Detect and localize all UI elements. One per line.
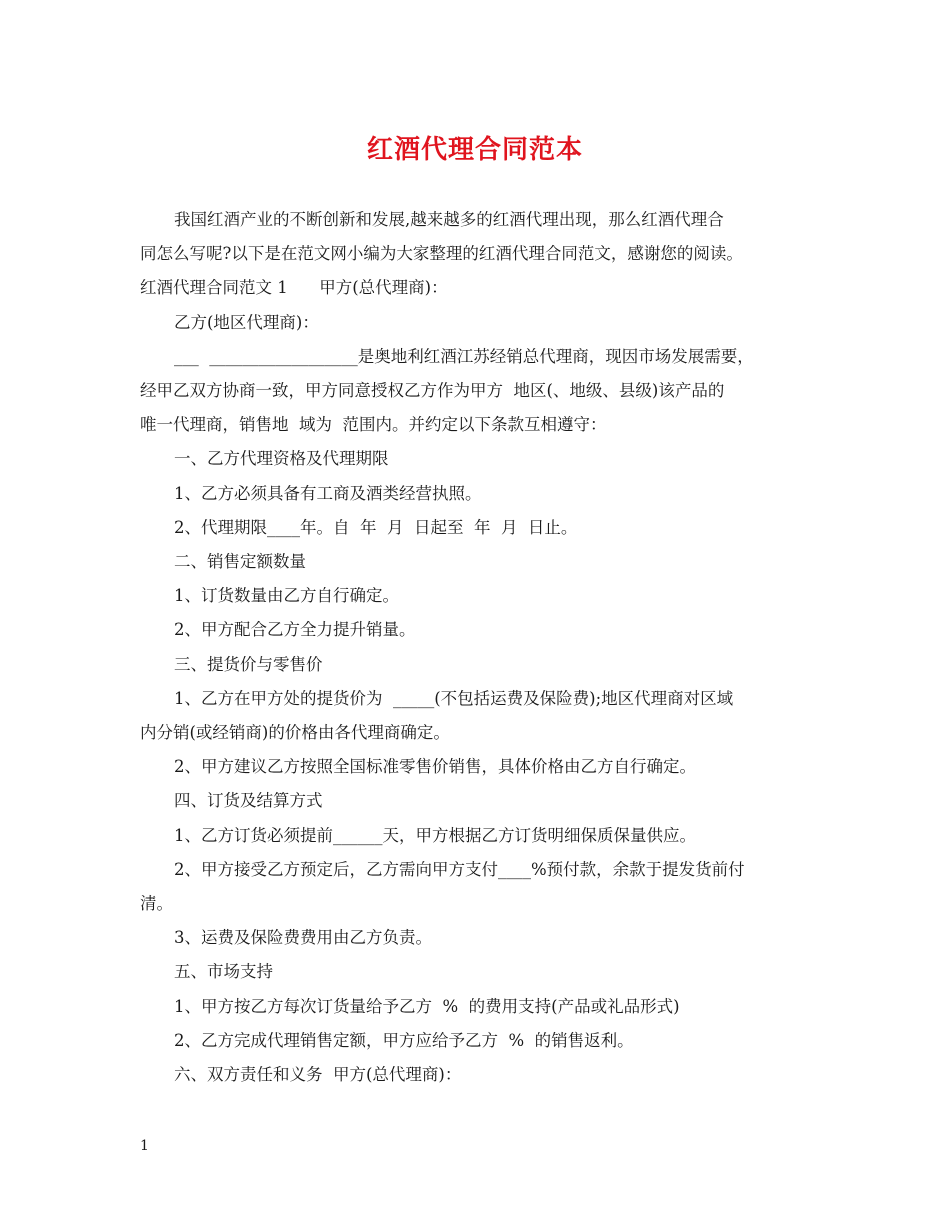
paragraph-line: 同怎么写呢?以下是在范文网小编为大家整理的红酒代理合同范文，感谢您的阅读。 (140, 244, 743, 264)
paragraph-line: 乙方(地区代理商)： (174, 312, 319, 332)
paragraph-line: ___ __________________是奥地利红酒江苏经销总代理商，现因市场发展需要， (174, 346, 754, 366)
section-heading: 六、双方责任和义务 甲方(总代理商)： (174, 1065, 462, 1085)
paragraph-line: 我国红酒产业的不断创新和发展,越来越多的红酒代理出现，那么红酒代理合 (174, 210, 724, 229)
clause-line: 3、运费及保险费费用由乙方负责。 (174, 928, 432, 948)
clause-line: 1、乙方订货必须提前______天，甲方根据乙方订货明细保质保量供应。 (174, 825, 696, 845)
document-title: 红酒代理合同范本 (366, 135, 583, 165)
document-body (140, 203, 815, 1092)
clause-line: 内分销(或经销商)的价格由各代理商确定。 (140, 723, 450, 743)
page-number: 1 (140, 1138, 149, 1154)
paragraph-line: 唯一代理商，销售地 域为 范围内。并约定以下条款互相遵守： (140, 415, 607, 435)
clause-line: 2、乙方完成代理销售定额，甲方应给予乙方 % 的销售返利。 (174, 1030, 634, 1050)
clause-line: 2、甲方配合乙方全力提升销量。 (174, 620, 416, 640)
clause-line: 2、甲方接受乙方预定后，乙方需向甲方支付____%预付款，余款于提发货前付 (174, 859, 745, 879)
section-heading: 二、销售定额数量 (174, 552, 306, 572)
paragraph-line: 经甲乙双方协商一致，甲方同意授权乙方作为甲方 地区(、地级、县级)该产品的 (140, 381, 725, 401)
section-heading: 三、提货价与零售价 (174, 654, 323, 674)
clause-line: 1、订货数量由乙方自行确定。 (174, 586, 399, 606)
clause-line: 1、乙方在甲方处的提货价为 _____(不包括运费及保险费);地区代理商对区域 (174, 688, 734, 708)
section-heading: 四、订货及结算方式 (174, 791, 323, 811)
section-heading: 五、市场支持 (174, 962, 273, 982)
clause-line: 1、甲方按乙方每次订货量给予乙方 % 的费用支持(产品或礼品形式) (174, 996, 680, 1016)
section-heading: 一、乙方代理资格及代理期限 (174, 449, 389, 469)
clause-line: 2、代理期限____年。自 年 月 日起至 年 月 日止。 (174, 517, 578, 537)
clause-line: 1、乙方必须具备有工商及酒类经营执照。 (174, 483, 482, 503)
paragraph-line: 红酒代理合同范文 1 甲方(总代理商)： (140, 278, 448, 298)
clause-line: 清。 (140, 894, 173, 914)
clause-line: 2、甲方建议乙方按照全国标准零售价销售，具体价格由乙方自行确定。 (174, 757, 696, 777)
